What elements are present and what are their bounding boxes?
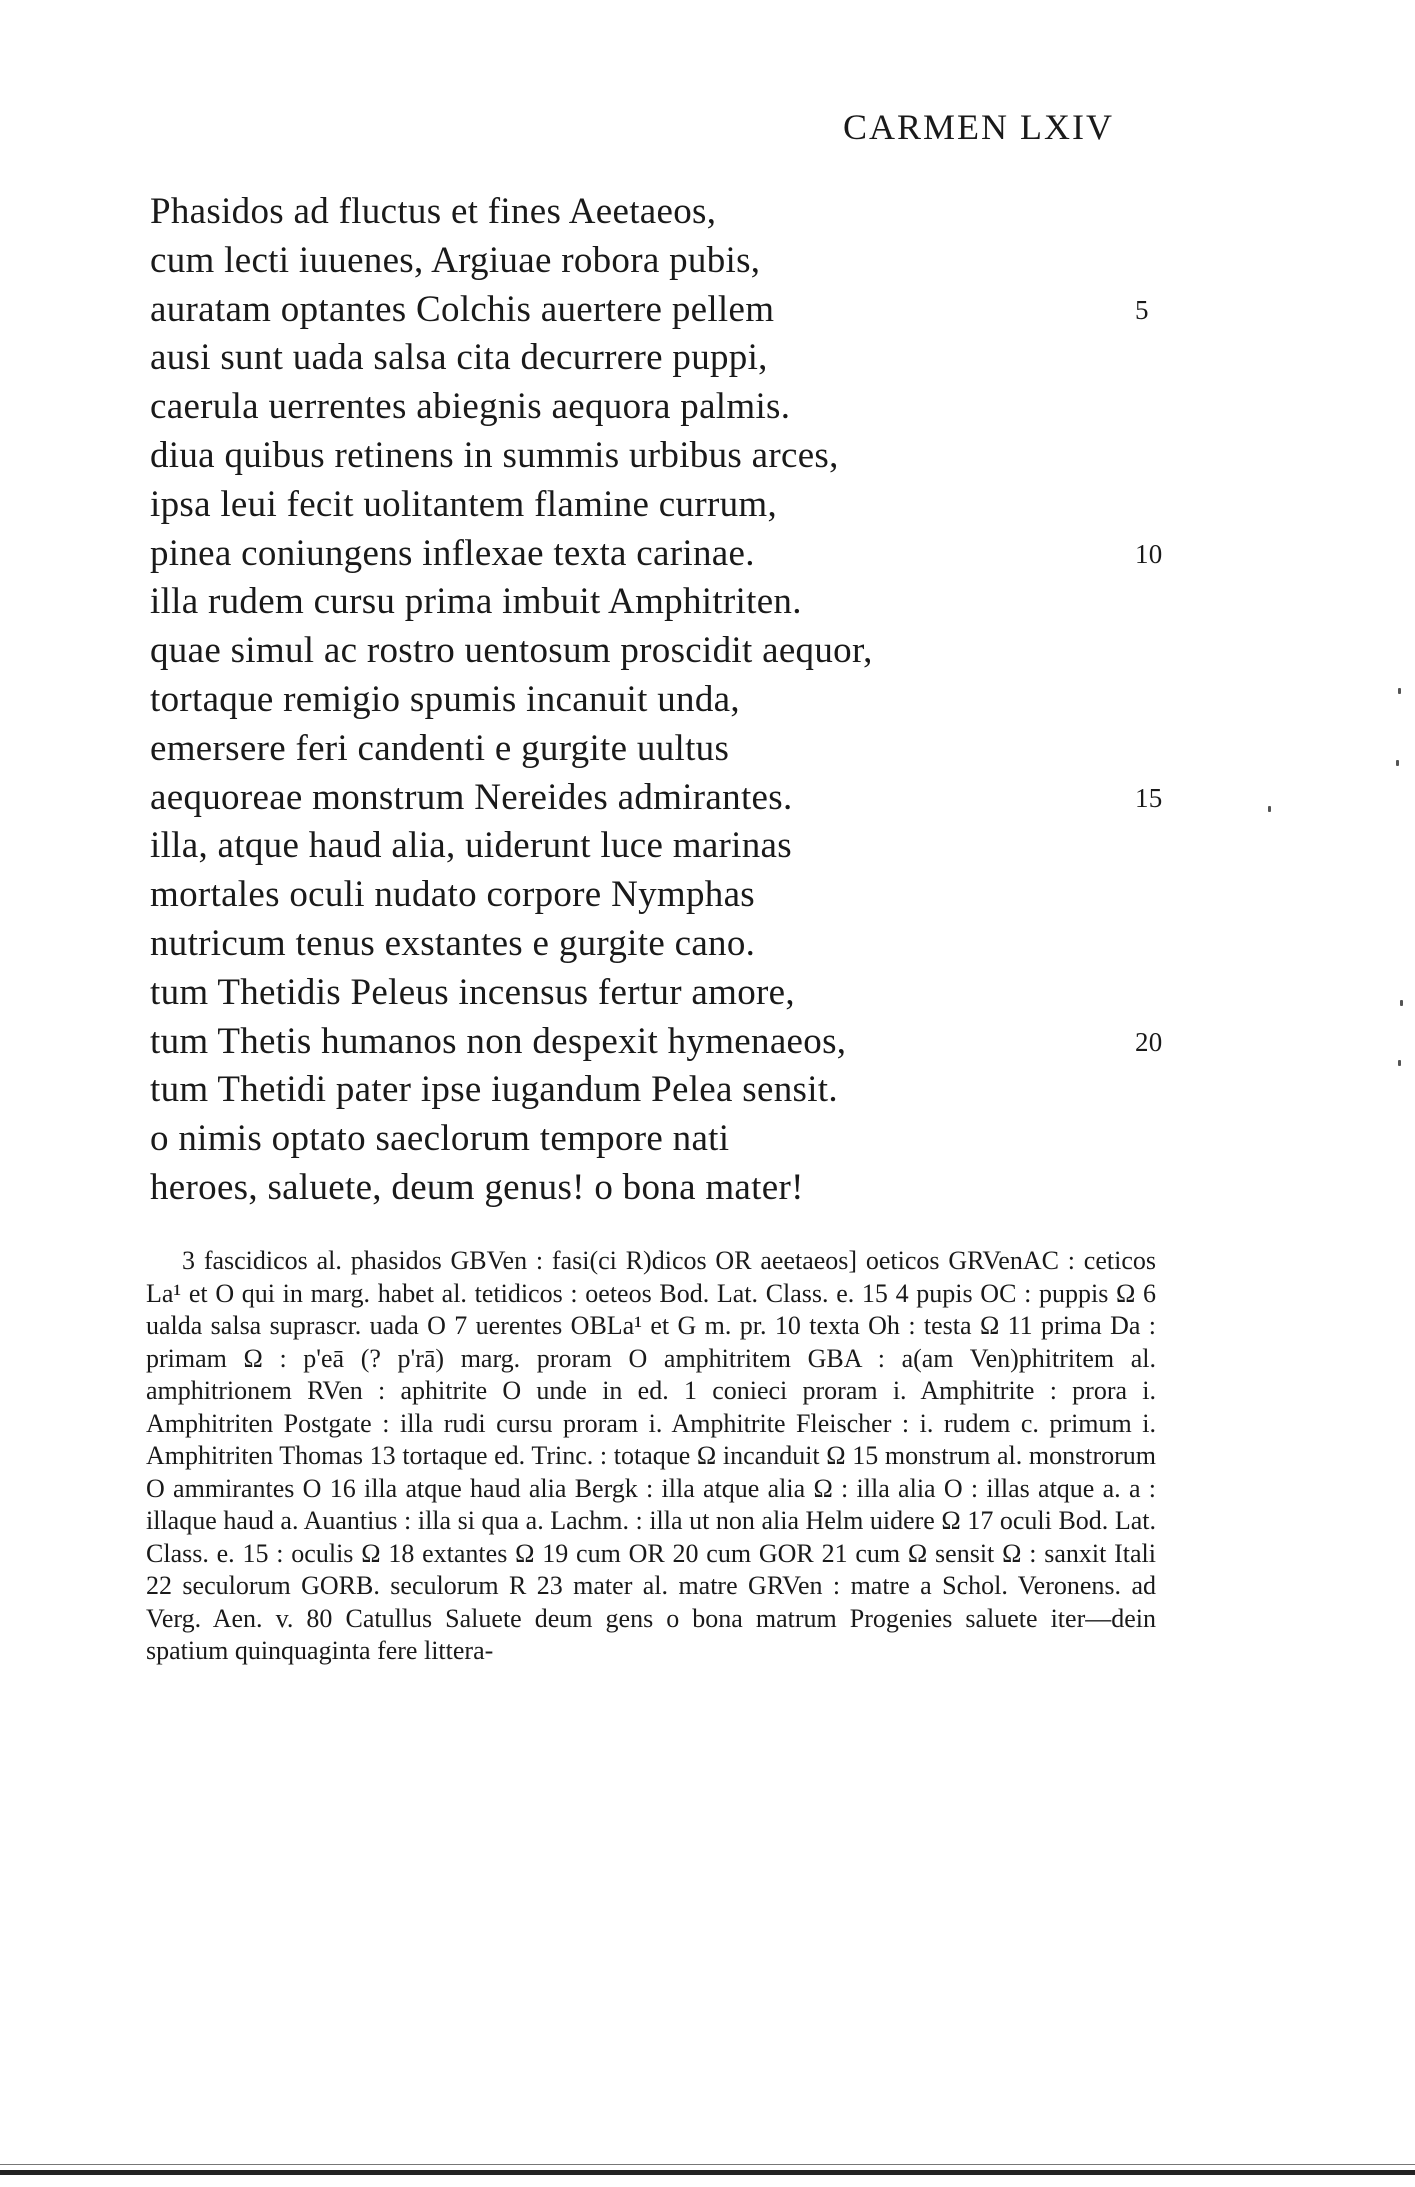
apparatus-paragraph: 3 fascidicos al. phasidos GBVen : fasi(ci R)dicos OR aeetaeos] oeticos GRVenAC : ceticos La¹ et O qui in marg. habet al. tetidicos : oeteos Bod. Lat. Class. e. 15 4 pupis OC : puppis Ω 6 ualda salsa suprascr. uada O 7 uerentes OBLa¹ et G m. pr. 10 texta Oh : testa Ω 11 prima Da : primam Ω : p'eā (? p'rā) marg. proram O amphitritem GBA : a(am Ven)phitritem al. amphitrionem RVen : aphitrite O unde in ed. 1 conieci proram i. Amphitrite : prora i. Amphitriten Postgate : illa rudi cursu proram i. Amphitrite Fleischer : i. rudem c. primum i. Amphitriten Thomas 13 tortaque ed. Trinc. : totaque Ω incanduit Ω 15 monstrum al. monstrorum O ammirantes O 16 illa atque haud alia Bergk : illa atque alia Ω : illa alia O : illas atque a. a : illaque haud a. Auantius : illa si qua a. Lachm. : illa ut non alia Helm uidere Ω 17 oculi Bod. Lat. Class. e. 15 : oculis Ω 18 extantes Ω 19 cum OR 20 cum GOR 21 cum Ω sensit Ω : sanxit Itali 22 seculorum GORB. seculorum R 23 mater al. matre GRVen : matre a Schol. Veronens. ad Verg. Aen. v. 80 Catullus Saluete deum gens o bona matrum Progenies saluete iter—dein spatium quinquaginta fere littera- [146, 1246, 1156, 1665]
verse-line [150, 725, 1150, 774]
verse-text: o nimis optato saeclorum tempore nati [150, 1118, 730, 1160]
page-bottom-rule [0, 2170, 1415, 2175]
verse-number: 20 [1135, 1026, 1163, 1057]
verse-text: illa rudem cursu prima imbuit Amphitriten. [150, 581, 802, 623]
verse-line [150, 432, 1150, 481]
verse-text: auratam optantes Colchis auertere pellem [150, 288, 775, 330]
verse-text: aequoreae monstrum Nereides admirantes. [150, 776, 793, 818]
verse-line [150, 188, 1150, 237]
critical-apparatus [146, 1245, 1156, 1668]
verse-text: Phasidos ad fluctus et fines Aeetaeos, [150, 191, 717, 232]
running-title: CARMEN LXIV [843, 107, 1114, 147]
verse-text: tum Thetis humanos non despexit hymenaeos, [150, 1020, 847, 1062]
verse-text: cum lecti iuuenes, Argiuae robora pubis, [150, 239, 761, 281]
verse-text: caerula uerrentes abiegnis aequora palmis. [150, 386, 791, 428]
verse-text: tortaque remigio spumis incanuit unda, [150, 678, 740, 720]
verse-line [150, 871, 1150, 920]
verse-text: ausi sunt uada salsa cita decurrere puppi, [150, 337, 768, 379]
page-edge-line [0, 2164, 1415, 2165]
scan-speck [1396, 760, 1399, 766]
verse-text: heroes, saluete, deum genus! o bona mater! [150, 1166, 804, 1208]
verse-number: 10 [1135, 538, 1163, 569]
verse-text: tum Thetidi pater ipse iugandum Pelea sensit. [150, 1069, 838, 1111]
verse-line [150, 334, 1150, 383]
verse-line [150, 1018, 1163, 1067]
verse-text: illa, atque haud alia, uiderunt luce marinas [150, 825, 792, 867]
verse-text: mortales oculi nudato corpore Nymphas [150, 874, 755, 916]
verse-line [150, 1164, 1150, 1213]
scan-speck [1400, 1000, 1403, 1006]
verse-number: 15 [1135, 782, 1163, 813]
verse-text: tum Thetidis Peleus incensus fertur amore, [150, 971, 795, 1013]
scan-speck [1398, 1060, 1401, 1066]
verse-text: emersere feri candenti e gurgite uultus [150, 727, 730, 769]
verse-line [150, 383, 1150, 432]
scan-speck [1398, 688, 1401, 694]
verse-line [150, 1115, 1150, 1164]
scan-speck [1268, 806, 1271, 812]
verse-line [150, 286, 1150, 335]
verse-number: 5 [1135, 294, 1149, 325]
verse-line [150, 481, 1150, 530]
verse-text: nutricum tenus exstantes e gurgite cano. [150, 922, 756, 964]
verse-text: ipsa leui fecit uolitantem flamine currum, [150, 483, 778, 525]
verse-line [150, 530, 1163, 579]
verse-line [150, 627, 1150, 676]
verse-text: pinea coniungens inflexae texta carinae. [150, 532, 755, 574]
verse-text: quae simul ac rostro uentosum proscidit aequor, [150, 630, 873, 672]
verse-line [150, 920, 1150, 969]
verse-line [150, 237, 1150, 286]
verse-line [150, 1066, 1150, 1115]
verse-line [150, 822, 1150, 871]
verse-line [150, 969, 1150, 1018]
verse-line [150, 676, 1150, 725]
poem-text [150, 188, 1163, 1213]
verse-text: diua quibus retinens in summis urbibus arces, [150, 434, 839, 476]
verse-line [150, 774, 1163, 823]
verse-line [150, 578, 1150, 627]
